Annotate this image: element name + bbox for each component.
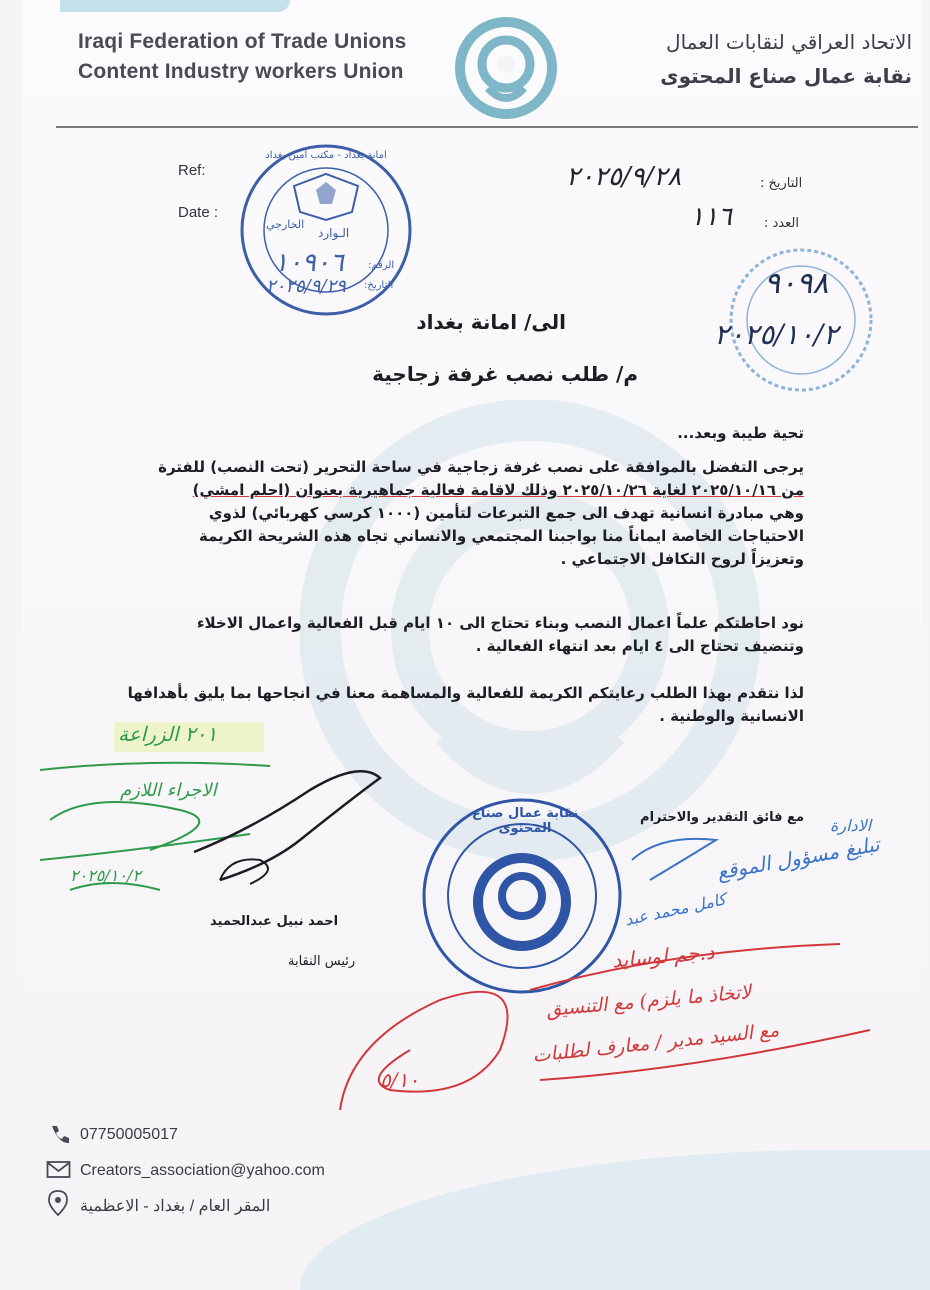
paragraph-1 (104, 456, 804, 571)
blue-note-line-3: كامل محمد عبد (623, 889, 728, 930)
org-name-en-line2: Content Industry workers Union (78, 60, 404, 83)
incoming-stamp (236, 140, 416, 320)
incoming-stamp-date: ٢٠٢٥/٩/٢٩ (266, 276, 346, 297)
incoming-stamp-date-label: التاريخ: (364, 280, 394, 291)
paragraph-3-line-1: لذا نتقدم بهذا الطلب رعايتكم الكريمة للفعالية والمساهمة معنا في انجاحها بما يليق بأهدافها (127, 684, 804, 702)
number-label-ar: العدد : (764, 216, 799, 231)
incoming-stamp-external: الخارجي (266, 218, 305, 231)
received-stamp-right (716, 238, 886, 398)
received-stamp-date: ٢٠٢٥/١٠/٢ (714, 318, 839, 351)
red-note-line-2: لاتخاذ ما يلزم) مع التنسيق (545, 981, 752, 1021)
closing: مع فائق التقدير والاحترام (640, 810, 804, 825)
paragraph-3-line-2: الانسانية والوطنية . (659, 707, 804, 725)
location-pin-icon (48, 1190, 68, 1216)
ref-label: Ref: (178, 162, 206, 179)
paragraph-1-line-5: وتعزيزاً لروح التكافل الاجتماعي . (560, 550, 804, 568)
date-value: ٢٠٢٥/٩/٢٨ (566, 162, 682, 192)
org-name-ar-line2: نقابة عمال صناع المحتوى (660, 64, 912, 88)
green-note-line-1: ٢٠١ الزراعة (118, 722, 218, 746)
red-note-line-3: مع السيد مدير / معارف لطلبات (531, 1019, 781, 1067)
date-label: Date : (178, 204, 219, 221)
blue-note-line-2: تبليغ مسؤول الموقع (715, 831, 882, 885)
union-logo-icon (452, 16, 560, 120)
incoming-stamp-received: الـوارد (318, 226, 350, 240)
green-note-date: ٢٠٢٥/١٠/٢ (70, 866, 141, 885)
paragraph-2-line-2: وتنضيف تحتاج الى ٤ ايام بعد انتهاء الفعالية . (475, 637, 804, 655)
green-note-line-2: الاجراء اللازم (120, 780, 217, 801)
org-name-ar-line1: الاتحاد العراقي لنقابات العمال (666, 30, 912, 54)
header-divider (56, 126, 918, 128)
incoming-stamp-ring-text: امانة بغداد - مكتب امين بغداد (265, 150, 387, 161)
paragraph-2 (104, 612, 804, 658)
top-decoration (60, 0, 290, 12)
number-value: ١١٦ (690, 202, 732, 232)
date-label-ar: التاريخ : (760, 176, 803, 191)
greeting: تحية طيبة وبعد... (677, 424, 804, 442)
addressee: الى/ امانة بغداد (416, 310, 566, 334)
received-stamp-number: ٩٠٩٨ (764, 266, 829, 301)
email-icon (46, 1160, 72, 1180)
red-note-line-1: د.جم لوسايد (611, 939, 716, 973)
footer-email: Creators_association@yahoo.com (80, 1162, 325, 1179)
paragraph-1-line-1: يرجى التفضل بالموافقة على نصب غرفة زجاجية في ساحة التحرير (تحت النصب) للفترة (158, 458, 804, 476)
footer-phone: 07750005017 (80, 1126, 178, 1143)
phone-icon (48, 1124, 70, 1146)
subject: م/ طلب نصب غرفة زجاجية (372, 362, 638, 386)
paragraph-1-line-3: وهي مبادرة انسانية تهدف الى جمع التبرعات لتأمين (١٠٠٠ كرسي كهربائي) لذوي (208, 504, 804, 522)
incoming-stamp-number: ١٠٩٠٦ (274, 248, 344, 278)
signatory-name: احمد نبيل عبدالحميد (210, 914, 339, 929)
president-signature (190, 760, 390, 900)
paragraph-2-line-1: نود احاطتكم علماً اعمال النصب وبناء تحتاج الى ١٠ ايام قبل الفعالية واعمال الاخلاء (196, 614, 804, 632)
org-name-en-line1: Iraqi Federation of Trade Unions (78, 30, 407, 53)
incoming-stamp-number-label: الرقم: (368, 260, 395, 271)
footer-address: المقر العام / بغداد - الاعظمية (80, 1198, 271, 1215)
signatory-title: رئيس النقابة (288, 954, 356, 969)
paragraph-1-line-4: الاحتياجات الخاصة ايماناً منا بواجبنا المجتمعي والانساني تجاه هذه الشريحة الكريمة (199, 527, 804, 545)
red-annotation-strokes (330, 930, 890, 1130)
blue-note-line-1: الادارة (830, 816, 872, 835)
union-stamp-ring-text: نقابة عمال صناع المحتوى (471, 806, 579, 836)
red-note-date: ٥/١٠ (380, 1068, 419, 1092)
paragraph-1-line-2: من ٢٠٢٥/١٠/١٦ لغاية ٢٠٢٥/١٠/٢٦ وذلك لاقامة فعالية جماهيرية بعنوان (احلم امشي) (192, 481, 804, 499)
